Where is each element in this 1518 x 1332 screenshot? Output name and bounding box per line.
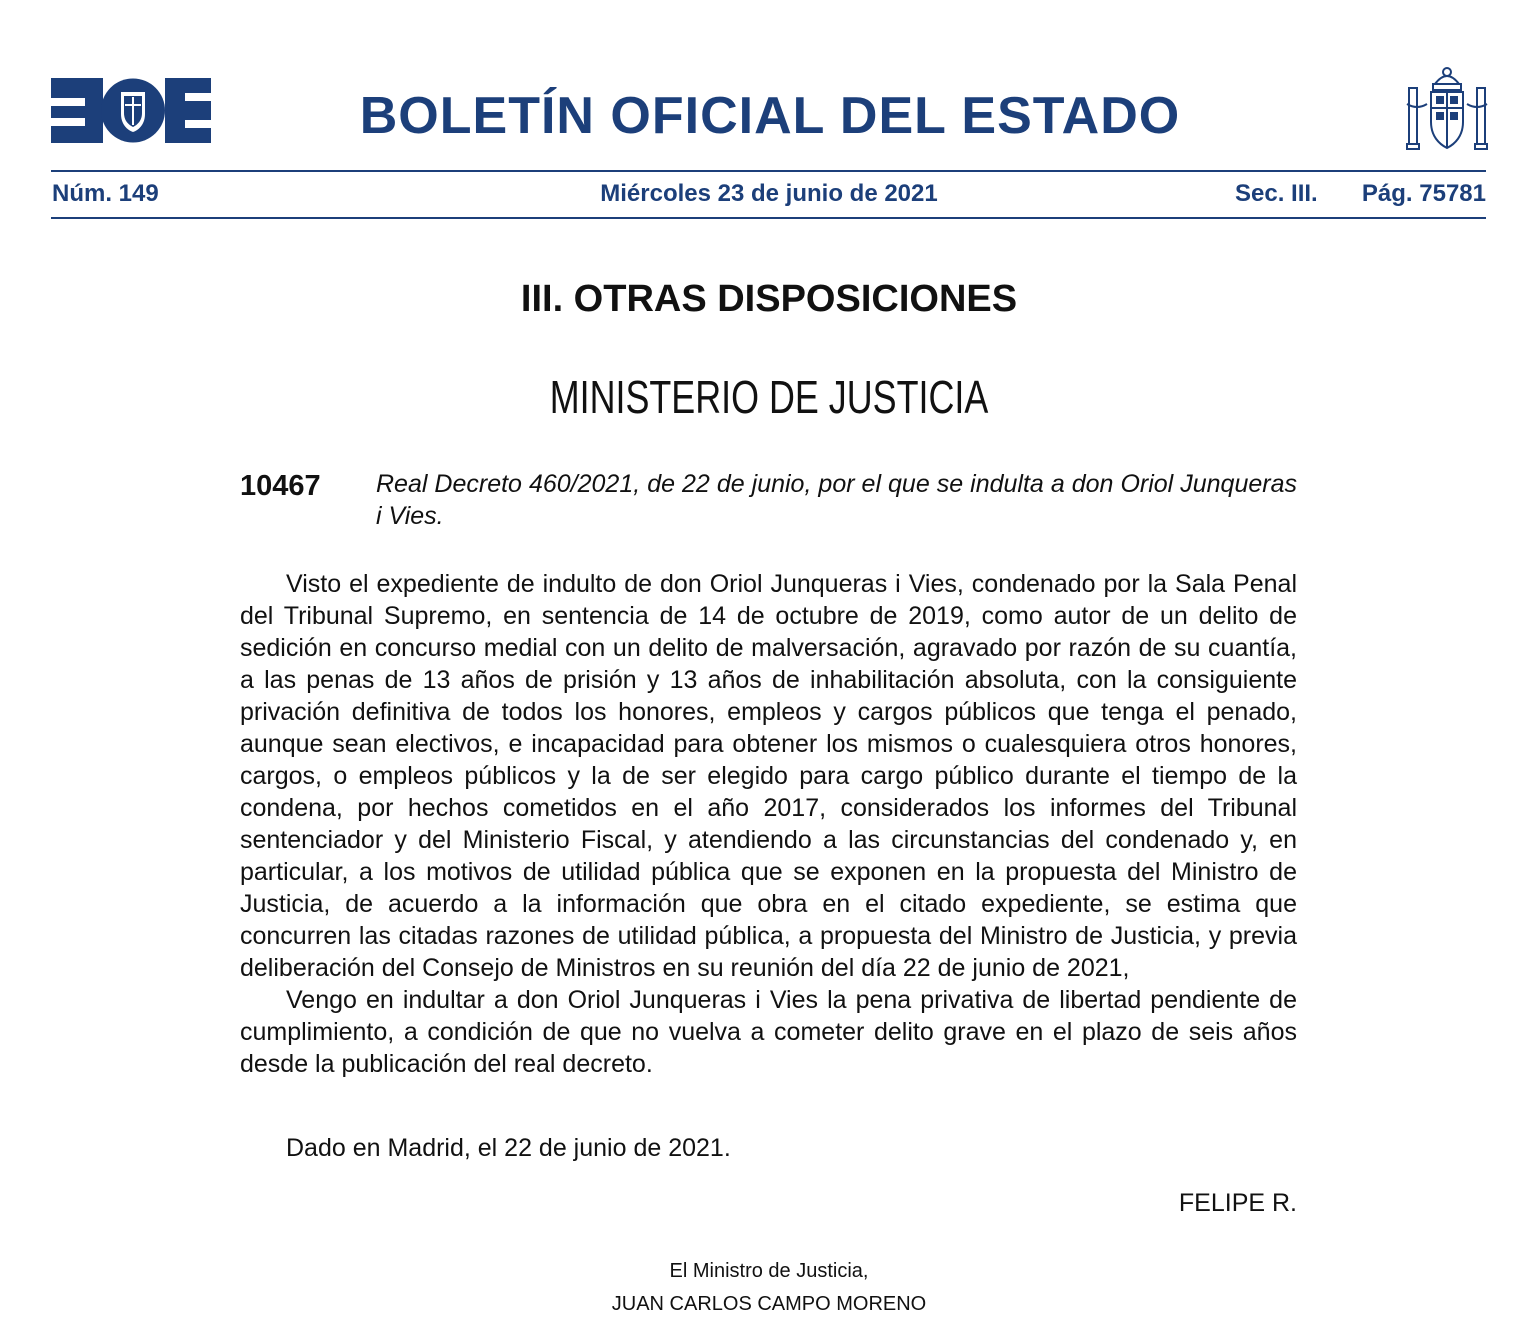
document-number: 10467 — [240, 470, 321, 502]
issue-number: Núm. 149 — [52, 180, 159, 207]
body-paragraph: Vengo en indultar a don Oriol Junqueras i Vies la pena privativa de libertad pendiente de cumplimiento, a condición de que no vuelva a cometer delito grave en el plazo de seis años desde la publicación del real decreto. — [240, 986, 1297, 1078]
ministry-title: MINISTERIO DE JUSTICIA — [549, 371, 989, 423]
given-date-line: Dado en Madrid, el 22 de junio de 2021. — [286, 1134, 731, 1162]
king-signature: FELIPE R. — [1178, 1189, 1297, 1217]
header-rule-top — [51, 170, 1486, 172]
document-title: Real Decreto 460/2021, de 22 de junio, por el que se indulta a don Oriol Junqueras i Vies. — [376, 470, 1297, 530]
document-body — [240, 568, 1297, 1080]
minister-name: JUAN CARLOS CAMPO MORENO — [611, 1293, 927, 1315]
minister-role: El Ministro de Justicia, — [669, 1260, 869, 1282]
gazette-title: BOLETÍN OFICIAL DEL ESTADO — [359, 87, 1181, 145]
page-number: Pág. 75781 — [1361, 180, 1486, 207]
body-paragraph: Visto el expediente de indulto de don Oriol Junqueras i Vies, condenado por la Sala Penal del Tribunal Supremo, en sentencia de 14 de octubre de 2019, como autor de un delito de sedición en concurso medial con un delito de malversación, agravado por razón de su cuantía, a las penas de 13 años de prisión y 13 años de inhabilitación absoluta, con la consiguiente privación definitiva de todos los honores, empleos y cargos públicos que tenga el penado, aunque sean electivos, e incapacidad para obtener los mismos o cualesquiera otros honores, cargos, o empleos públicos y la de ser elegido para cargo público durante el tiempo de la condena, por hechos cometidos en el año 2017, considerados los informes del Tribunal sentenciador y del Ministerio Fiscal, y atendiendo a las circunstancias del condenado y, en particular, a los motivos de utilidad pública que se exponen en la propuesta del Ministro de Justicia, de acuerdo a la información que obra en el citado expediente, se estima que concurren las citadas razones de utilidad pública, a propuesta del Ministro de Justicia, y previa deliberación del Consejo de Ministros en su reunión del día 22 de junio de 2021, — [240, 570, 1297, 982]
header-rule-bottom — [51, 217, 1486, 219]
section-label: Sec. III. — [1235, 180, 1318, 207]
coat-of-arms-icon — [1405, 64, 1489, 152]
issue-date: Miércoles 23 de junio de 2021 — [600, 180, 938, 207]
section-title: III. OTRAS DISPOSICIONES — [520, 278, 1018, 320]
boe-logo — [51, 78, 211, 143]
